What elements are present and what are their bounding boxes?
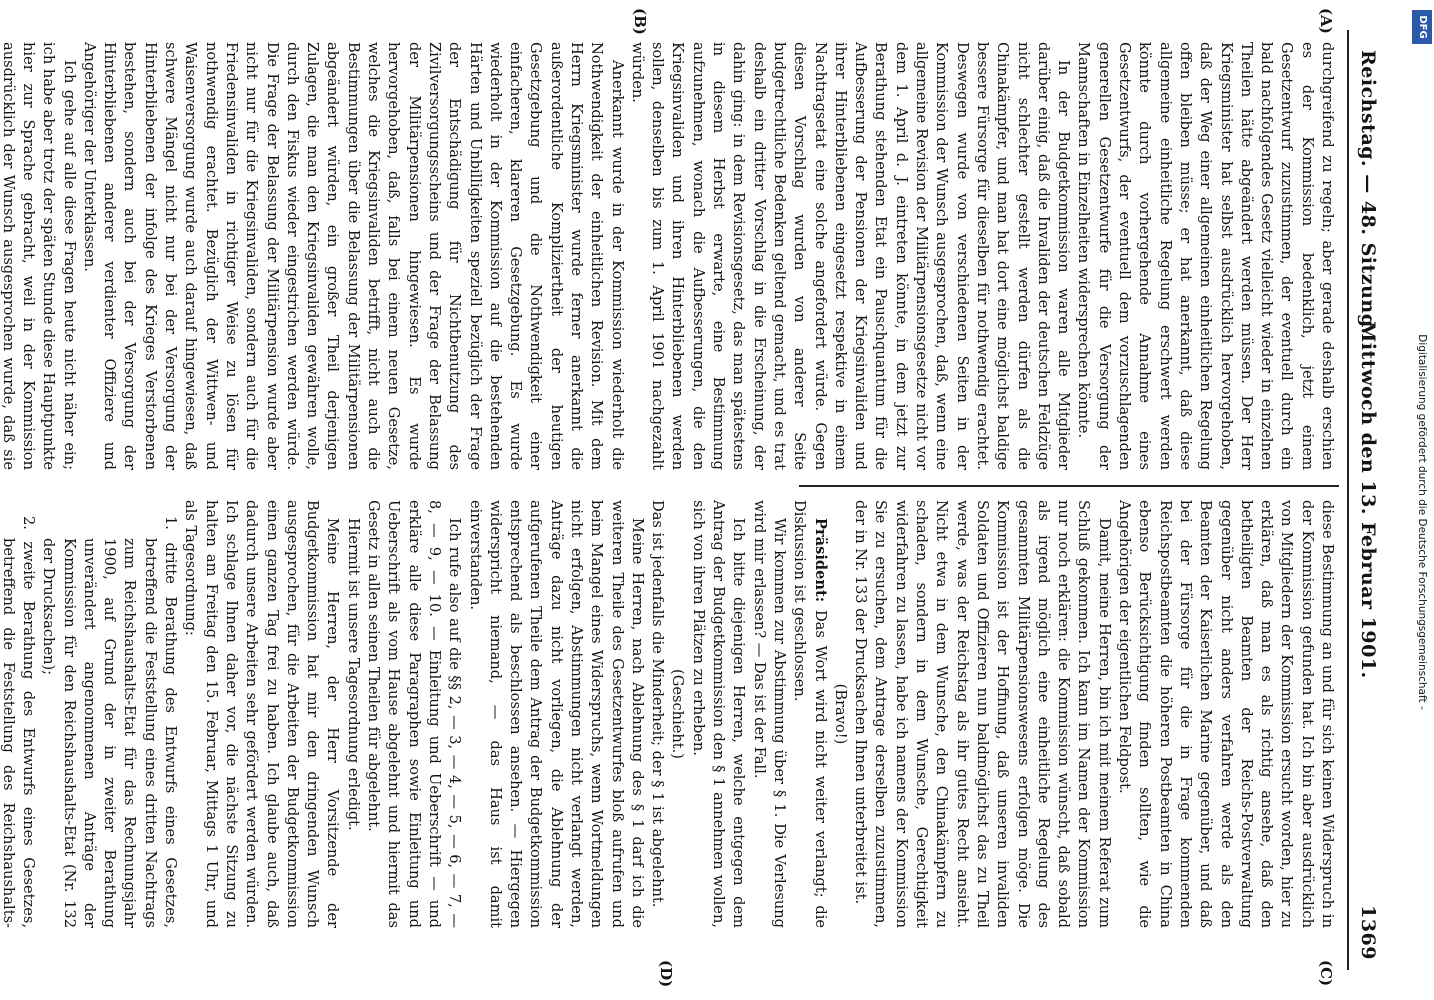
margin-marker-b: (B) xyxy=(631,8,649,35)
paragraph: Meine Herren, der Herr Vorsitzende der Budgetkommission hat mir den dringenden Wunsch ausgesprochen, für die Arbeiten der Budgetkommission einen ganzen Tag frei zu haben. Ich glaube auch, daß dadurch unsere Arbeiten sehr gefördert werden würden. Ich schlage Ihnen daher vor, die nächste Sitzung zu halten am Freitag den 15. Februar, Mittags 1 Uhr, und als Tagesordnung: xyxy=(182,500,342,928)
paragraph: Ich gehe auf alle diese Fragen heute nicht näher ein; ich habe aber trotz der späten Stunde diese Hauptpunkte hier zur Sprache gebracht, weil in der Kommission ausdrücklich der Wunsch ausgesprochen wurde, daß sie xyxy=(0,42,78,470)
paragraph: Das ist jedenfalls die Minderheit; der § 1 ist abgelehnt. xyxy=(649,500,667,908)
paragraph: Anerkannt wurde in der Kommission wiederholt die Nothwendigkeit der einheitlichen Revision. Mit dem Herrn Kriegsminister wurde ferner anerkannt die außerordentliche Kompliziertheit der heutigen Gesetzgebung und die Nothwendigkeit einer einfacheren, klareren Gesetzgebung. Es wurde wiederholt in der Kommission auf die bestehenden Härten und Unbilligkeiten speziell bezüglich der Frage der Entschädigung für Nichtbenutzung des Zivilversorgungsscheins und der Frage der Belassung der Militärpensionen hingewiesen. Es wurde hervorgehoben, daß, falls bei einem neuen Gesetze, welches die Kriegsinvaliden betrifft, nicht auch die Bestimmungen über die Belassung der Militärpensionen abgeändert würden, ein großer Theil derjenigen Zulagen, die man den Kriegsinvaliden gewähren wolle, durch den Fiskus wieder eingestrichen werden würde. Die Frage der Belassung der Militärpension wurde aber nicht nur für die Kriegsinvaliden, sondern auch für die Friedensinvaliden in richtiger Weise zu lösen für nothwendig erachtet. Bezüglich der Wittwen- und Waisenversorgung wurde auch darauf hingewiesen, daß schwere Mängel nicht nur bei der Versorgung der Hinterbliebenen der infolge des Krieges Verstorbenen bestehen, sondern auch bei der Versorgung der Hinterbliebenen anderer verdienter Offiziere und Angehöriger der Unterklassen. xyxy=(80,42,626,470)
speaker-label: Präsident: xyxy=(811,518,829,603)
speaker-text: Das Wort wird nicht weiter verlangt; die Diskussion ist geschlossen. xyxy=(791,500,829,929)
margin-marker-a: (A) xyxy=(1317,8,1335,34)
applause-note: (Bravo!) xyxy=(831,683,849,745)
president-statement xyxy=(789,500,830,928)
page-number: 1369 xyxy=(1357,905,1379,960)
paragraph: Ich bitte diejenigen Herren, welche entgegen dem Antrag der Budgetkommission den § 1 annehmen wollen, sich von ihren Plätzen zu erheben. xyxy=(689,500,748,928)
paragraph: Hiermit ist unsere Tagesordnung erledigt. xyxy=(344,518,362,831)
watermark-text: Digitalisierung gefördert durch die Deutsche Forschungsgemeinschaft - xyxy=(1416,334,1428,710)
paragraph: Wir kommen zur Abstimmung über § 1. Die Verlesung wird mir erlassen? — Das ist der Fall. xyxy=(750,500,788,928)
page-header xyxy=(1347,20,1387,980)
paragraph: Ich rufe also auf die §§ 2, — 3, — 4, — 5, — 6, — 7, — 8, — 9, — 10. — Einleitung und Ueberschrift — und erkläre alle diese Paragraphen sowie Einleitung und Ueberschrift als vom Hause abgelehnt und hiermit das Gesetz in allen seinen Theilen für abgelehnt. xyxy=(365,500,464,928)
proceeding-note: (Geschieht.) xyxy=(669,669,687,759)
paragraph: In der Budgetkommission waren alle Mitglieder darüber einig, daß die Invaliden der deutschen Feldzüge nicht schlechter gestellt werden dürfen als die Chinakämpfer, und man hat dort eine möglichst baldige bessere Fürsorge für dieselben für nothwendig erachtet. Deswegen wurde von verschiedenen Seiten in der Kommission der Wunsch ausgesprochen, daß, wenn eine allgemeine Revision der Militärpensionsgesetze nicht vor dem 1. April d. J. eintreten könnte, in dem jetzt zur Berathung stehenden Etat ein Pauschquantum für die Aufbesserung der Pensionen der Kriegsinvaliden und ihrer Hinterbliebenen eingesetzt respektive in einem Nachtragsetat eine solche angefordert würde. Gegen diesen Vorschlag wurden von anderer Seite budgetrechtliche Bedenken geltend gemacht, und es trat deshalb ein dritter Vorschlag in die Erscheinung, der dahin ging: in dem Revisionsgesetz, das man spätestens in diesem Herbst erwarte, eine Bestimmung aufzunehmen, wonach die Aufbesserungen, die den Kriegsinvaliden und ihren Hinterbliebenen werden sollen, denselben bis zum 1. April 1901 nachgezahlt würden. xyxy=(628,42,1073,470)
column-divider xyxy=(799,485,1339,487)
header-session-title: Reichstag. — 48. Sitzung. xyxy=(1357,50,1379,335)
paragraph: Damit, meine Herren, bin ich mit meinem Referat zum Schluß gekommen. Ich kann im Namen der Kommission nur noch erklären: die Kommission wünscht, daß sobald als irgend möglich eine einheitliche Regelung des gesammten Militärpensionswesens erfolgen möge. Die Kommission ist der Hoffnung, daß unseren invaliden Soldaten und Offizieren nun baldmöglichst das zu Theil werde, was der Reichstag als ihr gutes Recht ansieht. Nicht etwa in dem Wunsche, den Chinakämpfern zu schaden, sondern in dem Wunsche, Gerechtigkeit widerfahren zu lassen, habe ich namens der Kommission Sie zu ersuchen, dem Antrage derselben zuzustimmen, der in Nr. 133 der Drucksachen Ihnen unterbreitet ist. xyxy=(852,500,1113,928)
dfg-logo: DFG xyxy=(1412,10,1432,44)
right-column xyxy=(0,500,1337,929)
margin-marker-c: (C) xyxy=(1317,960,1335,987)
margin-marker-d: (D) xyxy=(657,960,675,988)
paragraph: durchgreifend zu regeln; aber gerade deshalb erschien es der Kommission bedenklich, jetzt einem Gesetzentwurf zuzustimmen, der eventuell durch ein bald nachfolgendes Gesetz vielleicht wieder in einzelnen Theilen hätte abgeändert werden müssen. Der Herr Kriegsminister hat selbst ausdrücklich hervorgehoben, daß der Weg einer allgemeinen einheitlichen Regelung offen bleiben müsse; er hat anerkannt, daß diese allgemeine einheitliche Regelung erschwert werden könnte durch vorhergehende Annahme eines Gesetzentwurfs, der eventuell dem vorzuschlagenden generellen Gesetzentwurfe für die Versorgung der Mannschaften in Einzelheiten widersprechen könnte. xyxy=(1075,42,1336,470)
header-date: Mittwoch den 13. Februar 1901. xyxy=(1357,321,1379,679)
header-rule xyxy=(1347,30,1349,970)
agenda-item: 1. dritte Berathung des Entwurfs eines Gesetzes, betreffend die Feststellung eines dritten Nachtrags zum Reichshaushalts-Etat für das Rechnungsjahr 1900, auf Grund der in zweiter Berathung unverändert angenommenen Anträge der Kommission für den Reichshaushalts-Etat (Nr. 132 der Drucksachen); xyxy=(40,516,180,928)
agenda-item: 2. zweite Berathung des Entwurfs eines Gesetzes, betreffend die Feststellung des Reichshaushalts- xyxy=(0,516,37,928)
paragraph: diese Bestimmung an und für sich keinen Widerspruch in der Kommission gefunden hat. Ich bin aber ausdrücklich von Mitgliedern der Kommission ersucht worden, hier zu erklären, daß man es als richtig ansehe, daß den betheiligten Beamten der Reichs-Postverwaltung gegenüber nicht anders verfahren werde als den Beamten der Kaiserlichen Marine gegenüber, und daß bei der Fürsorge für die in Frage kommenden Reichspostbeamten die höheren Postbeamten in China ebenso Berücksichtigung finden sollten, wie die Angehörigen der eigentlichen Feldpost. xyxy=(1116,500,1336,928)
digitization-watermark xyxy=(1412,8,1432,992)
left-column xyxy=(0,42,1337,470)
paragraph: Meine Herren, nach Ablehnung des § 1 darf ich die weiteren Theile des Gesetzentwurfes bloß aufrufen und beim Mangel eines Widerspruchs, wenn Wortmeldungen nicht erfolgen, Abstimmungen nicht verlangt werden, Anträge dazu nicht vorliegen, die Ablehnung der aufgerufenen Theile dem Antrag der Budgetkommission entsprechend als beschlossen ansehen. — Hiergegen widerspricht niemand, — das Haus ist damit einverstanden. xyxy=(466,500,646,928)
